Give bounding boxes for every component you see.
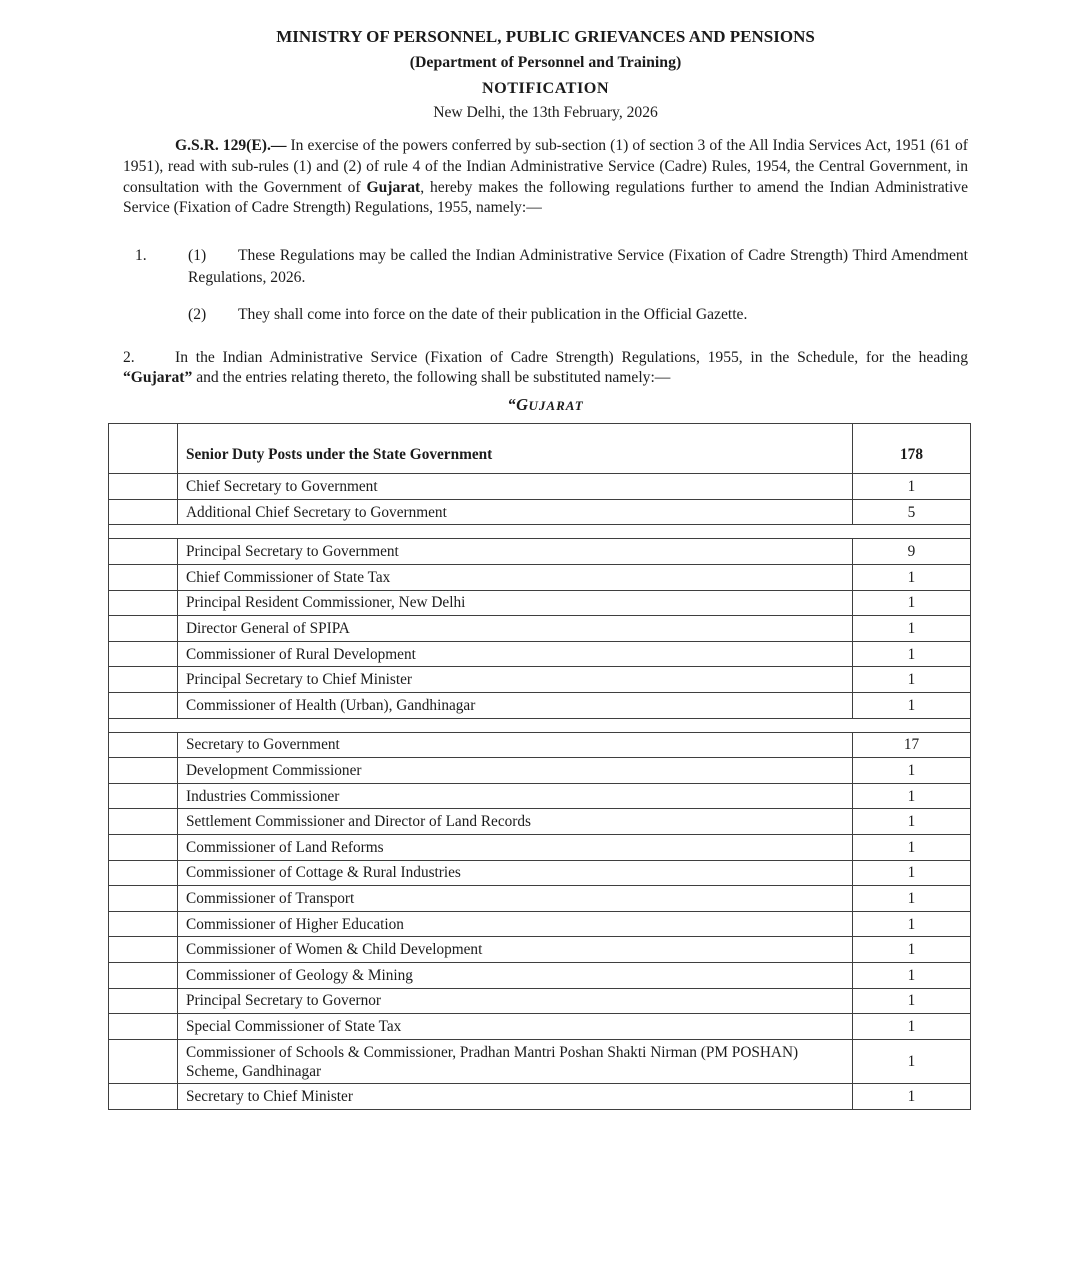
serial-cell — [109, 783, 178, 809]
post-label: Industries Commissioner — [178, 783, 853, 809]
serial-cell — [109, 616, 178, 642]
post-label: Commissioner of Geology & Mining — [178, 962, 853, 988]
post-count: 9 — [853, 539, 971, 565]
serial-cell — [109, 1039, 178, 1084]
serial-cell — [109, 590, 178, 616]
post-label: Additional Chief Secretary to Government — [178, 499, 853, 525]
post-count: 1 — [853, 616, 971, 642]
table-row — [109, 758, 971, 784]
clause-number: 1. — [135, 247, 147, 265]
table-row — [109, 732, 971, 758]
paragraph-2-text-after: and the entries relating thereto, the following shall be substituted namely:— — [192, 369, 671, 387]
post-label: Principal Secretary to Government — [178, 539, 853, 565]
post-label: Commissioner of Health (Urban), Gandhinagar — [178, 693, 853, 719]
post-label: Senior Duty Posts under the State Government — [178, 424, 853, 474]
spacer-row — [109, 718, 971, 732]
serial-cell — [109, 886, 178, 912]
table-row — [109, 1039, 971, 1084]
table-row — [109, 988, 971, 1014]
table-row — [109, 565, 971, 591]
schedule-heading-initial: G — [516, 395, 529, 415]
dateline: New Delhi, the 13th February, 2026 — [433, 104, 658, 121]
table-row — [109, 809, 971, 835]
post-count: 1 — [853, 962, 971, 988]
spacer-row — [109, 525, 971, 539]
table-row — [109, 590, 971, 616]
post-count: 1 — [853, 1039, 971, 1084]
serial-cell — [109, 641, 178, 667]
post-label: Chief Commissioner of State Tax — [178, 565, 853, 591]
clause-1-1 — [135, 245, 968, 288]
post-count: 1 — [853, 590, 971, 616]
serial-cell — [109, 860, 178, 886]
spacer-cell — [109, 718, 971, 732]
post-label: Commissioner of Higher Education — [178, 911, 853, 937]
post-label: Principal Secretary to Governor — [178, 988, 853, 1014]
post-label: Development Commissioner — [178, 758, 853, 784]
clause-text: These Regulations may be called the Indian Administrative Service (Fixation of Cadre Strength) Third Amendment Regulations, 2026. — [188, 247, 968, 286]
serial-cell — [109, 1084, 178, 1110]
post-count: 17 — [853, 732, 971, 758]
gsr-text-after: , hereby makes the following regulations further to amend the Indian Administrative Service (Fixation of Cadre Strength) Regulations, 1955, namely:— — [123, 178, 969, 217]
table-row — [109, 835, 971, 861]
serial-cell — [109, 565, 178, 591]
table-row — [109, 1014, 971, 1040]
post-label: Settlement Commissioner and Director of Land Records — [178, 809, 853, 835]
post-label: Commissioner of Schools & Commissioner, Pradhan Mantri Poshan Shakti Nirman (PM POSHAN) Scheme, Gandhinagar — [178, 1039, 853, 1084]
paragraph-2-text-before: In the Indian Administrative Service (Fixation of Cadre Strength) Regulations, 1955, in the Schedule, for the heading — [175, 348, 968, 366]
table-row — [109, 474, 971, 500]
post-count: 1 — [853, 1084, 971, 1110]
table-header-row — [109, 424, 971, 474]
post-label: Special Commissioner of State Tax — [178, 1014, 853, 1040]
clause-subnumber: (1) — [188, 247, 207, 265]
table-row — [109, 616, 971, 642]
serial-cell — [109, 809, 178, 835]
table-row — [109, 911, 971, 937]
post-count: 1 — [853, 809, 971, 835]
table-row — [109, 886, 971, 912]
serial-cell — [109, 1014, 178, 1040]
post-count: 1 — [853, 911, 971, 937]
table-row — [109, 783, 971, 809]
table-row — [109, 962, 971, 988]
spacer-cell — [109, 525, 971, 539]
post-label: Principal Resident Commissioner, New Delhi — [178, 590, 853, 616]
paragraph-2-state-name: “Gujarat” — [123, 369, 193, 387]
post-count: 1 — [853, 937, 971, 963]
post-label: Commissioner of Land Reforms — [178, 835, 853, 861]
schedule-table-body — [109, 424, 971, 1110]
serial-cell — [109, 499, 178, 525]
gsr-text-before: In exercise of the powers conferred by sub-section (1) of section 3 of the All India Services Act, 1951 (61 of 1951), read with sub-rules (1) and (2) of rule 4 of the Indian Administrative Service (Cadre) Rules, 1954, the Central Government, in consultation with the Government of — [123, 137, 968, 196]
post-label: Chief Secretary to Government — [178, 474, 853, 500]
post-count: 1 — [853, 474, 971, 500]
post-count: 1 — [853, 886, 971, 912]
serial-cell — [109, 937, 178, 963]
doc-type-heading: NOTIFICATION — [481, 79, 610, 97]
table-row — [109, 860, 971, 886]
serial-cell — [109, 474, 178, 500]
post-count: 1 — [853, 988, 971, 1014]
post-count: 1 — [853, 693, 971, 719]
post-label: Director General of SPIPA — [178, 616, 853, 642]
gsr-state-name: Gujarat — [366, 178, 421, 196]
table-row — [109, 1084, 971, 1110]
clause-subnumber: (2) — [188, 306, 207, 324]
post-label: Commissioner of Rural Development — [178, 641, 853, 667]
post-label: Commissioner of Transport — [178, 886, 853, 912]
table-row — [109, 693, 971, 719]
serial-cell — [109, 667, 178, 693]
table-row — [109, 937, 971, 963]
table-row — [109, 499, 971, 525]
clause-text: They shall come into force on the date of their publication in the Official Gazette. — [238, 306, 748, 324]
serial-cell — [109, 539, 178, 565]
post-count: 1 — [853, 835, 971, 861]
post-count: 1 — [853, 565, 971, 591]
serial-cell — [109, 988, 178, 1014]
paragraph-2-number: 2. — [123, 348, 135, 366]
post-count: 1 — [853, 758, 971, 784]
schedule-heading-rest: UJARAT — [528, 398, 584, 414]
table-row — [109, 641, 971, 667]
post-label: Secretary to Chief Minister — [178, 1084, 853, 1110]
serial-cell — [109, 758, 178, 784]
gsr-paragraph — [123, 136, 968, 219]
table-row — [109, 667, 971, 693]
paragraph-2 — [123, 348, 968, 390]
serial-cell — [109, 732, 178, 758]
post-label: Secretary to Government — [178, 732, 853, 758]
clause-1-2 — [188, 304, 968, 326]
post-label: Principal Secretary to Chief Minister — [178, 667, 853, 693]
serial-cell — [109, 962, 178, 988]
serial-cell — [109, 911, 178, 937]
ministry-title: MINISTRY OF PERSONNEL, PUBLIC GRIEVANCES AND PENSIONS — [276, 27, 815, 46]
cadre-strength-table — [108, 423, 971, 1110]
post-label: Commissioner of Women & Child Development — [178, 937, 853, 963]
schedule-state-heading — [123, 396, 968, 415]
post-count: 1 — [853, 641, 971, 667]
post-count: 5 — [853, 499, 971, 525]
schedule-heading-quote: “ — [507, 395, 517, 415]
gsr-number: G.S.R. 129(E).— — [175, 137, 287, 154]
post-count: 1 — [853, 783, 971, 809]
table-row — [109, 539, 971, 565]
serial-cell — [109, 693, 178, 719]
post-count: 1 — [853, 860, 971, 886]
department-subtitle: (Department of Personnel and Training) — [409, 54, 682, 71]
serial-cell — [109, 424, 178, 474]
post-label: Commissioner of Cottage & Rural Industries — [178, 860, 853, 886]
post-count: 1 — [853, 1014, 971, 1040]
post-count: 1 — [853, 667, 971, 693]
post-count: 178 — [853, 424, 971, 474]
serial-cell — [109, 835, 178, 861]
